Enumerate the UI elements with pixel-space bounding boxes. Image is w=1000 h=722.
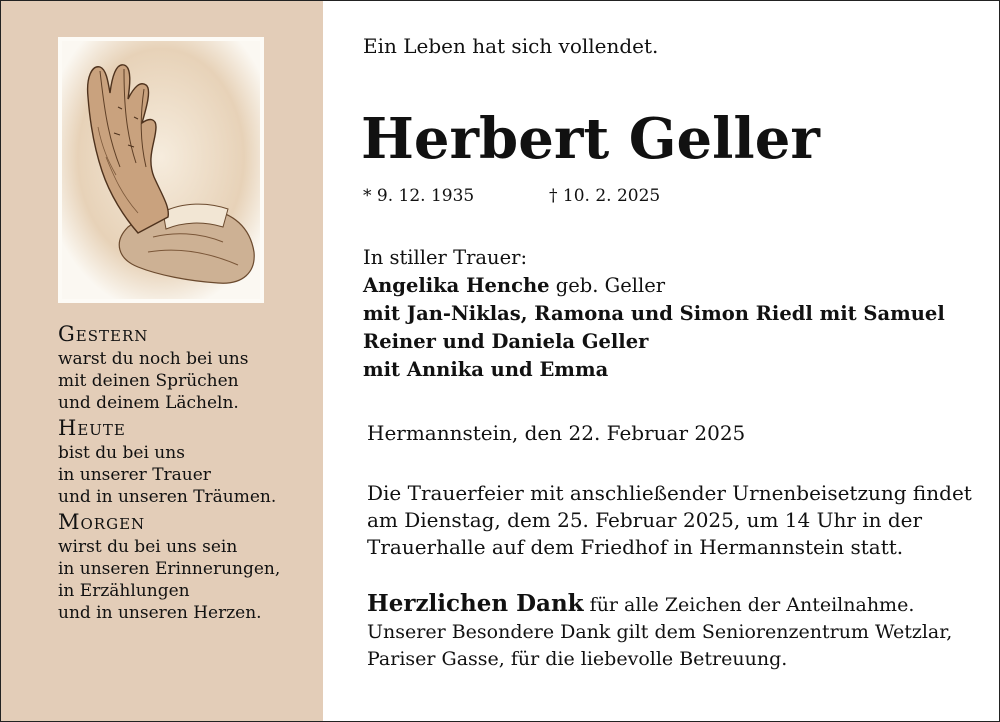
mourner-line: mit Annika und Emma — [363, 358, 609, 381]
poem-line: in Erzählungen — [58, 581, 190, 601]
poem-line: in unserer Trauer — [58, 465, 211, 485]
poem-heading-morgen: Morgen — [58, 510, 146, 534]
poem-line: und deinem Lächeln. — [58, 393, 239, 413]
birth-date: * 9. 12. 1935 — [363, 186, 475, 206]
mourner-line: mit Jan-Niklas, Ramona und Simon Riedl mit Samuel — [363, 302, 945, 325]
praying-hands-image — [58, 37, 264, 303]
mourner-suffix: geb. Geller — [549, 274, 666, 297]
thanks-heading: Herzlichen Dank — [367, 590, 584, 617]
thanks-line: Unserer Besondere Dank gilt dem Seniorenzentrum Wetzlar, — [367, 621, 953, 643]
life-dates — [363, 186, 661, 206]
funeral-line: am Dienstag, dem 25. Februar 2025, um 14 Uhr in der — [367, 508, 923, 532]
poem-line: warst du noch bei uns — [58, 349, 249, 369]
thanks-text: für alle Zeichen der Anteilnahme. — [583, 594, 915, 616]
mourners-intro: In stiller Trauer: — [363, 246, 528, 269]
poem-line: und in unseren Träumen. — [58, 487, 277, 507]
praying-hands-icon — [58, 37, 264, 303]
poem-line: bist du bei uns — [58, 443, 185, 463]
poem-line: wirst du bei uns sein — [58, 537, 238, 557]
poem-line: mit deinen Sprüchen — [58, 371, 239, 391]
poem-line: in unseren Erinnerungen, — [58, 559, 281, 579]
poem-line: und in unseren Herzen. — [58, 603, 262, 623]
place-date: Hermannstein, den 22. Februar 2025 — [367, 421, 746, 445]
poem — [58, 320, 318, 624]
poem-heading-gestern: Gestern — [58, 322, 149, 346]
thanks — [367, 590, 952, 673]
deceased-name: Herbert Geller — [361, 106, 820, 172]
mourner-line — [363, 272, 945, 300]
mourner-name: Angelika Henche — [363, 274, 550, 297]
thanks-line — [367, 590, 952, 619]
funeral-info — [367, 480, 972, 561]
mourner-line: Reiner und Daniela Geller — [363, 330, 649, 353]
funeral-line: Die Trauerfeier mit anschließender Urnenbeisetzung findet — [367, 481, 972, 505]
death-date: † 10. 2. 2025 — [549, 186, 661, 206]
intro-text: Ein Leben hat sich vollendet. — [363, 34, 659, 58]
funeral-line: Trauerhalle auf dem Friedhof in Hermannstein statt. — [367, 535, 904, 559]
thanks-line: Pariser Gasse, für die liebevolle Betreuung. — [367, 648, 788, 670]
poem-heading-heute: Heute — [58, 416, 126, 440]
mourners — [363, 244, 945, 384]
